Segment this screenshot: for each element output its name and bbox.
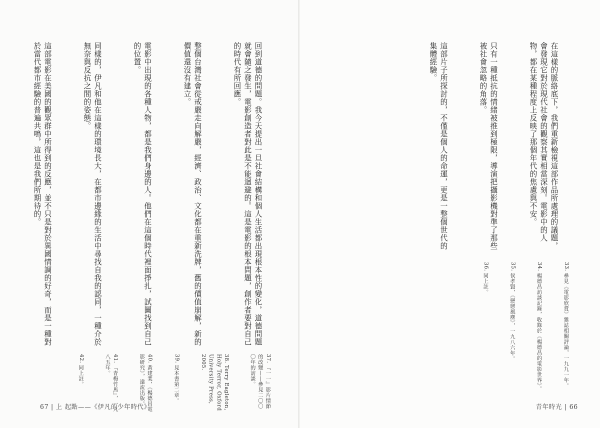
- left-paragraph-1: 回到道德的問題。我今天提出一旦社會結構和個人生活都出現根本性的變化，道德問題就會隨之發生，電影創造者對此是不能迴避的。這是電影的根本問題，創作者要對自己的時代有所回應。: [233, 42, 263, 346]
- right-paragraph-1: 在這樣的脈絡底下，我們重新檢視這部作品所處理的議題，會發現它對於現代社會的觀察其實相當深刻。電影中的人物，都在某種程度上反映了那個年代的焦慮與不安。: [529, 42, 559, 250]
- footnote: 36. 同上註。: [482, 262, 489, 296]
- right-paragraph-3: 這部片子所探討的，不僅是個人的命運，更是一整個世代的集體經驗。: [429, 42, 449, 250]
- footnote: 42. 同上註。: [77, 354, 84, 388]
- footnote: 41. 『青梅竹馬』，一九八五年。: [104, 354, 119, 412]
- left-page-body: [33, 42, 284, 350]
- footnote: 35. 侯孝賢，《戀戀風塵》，一九八六年。: [509, 262, 516, 362]
- footnote: 40. 黃建業，《楊德昌電影研究》，遠流出版。: [138, 354, 153, 412]
- left-paragraph-5: 這部電影在美國的觀眾群中所得到的反應，並不只是對於異國情調的好奇，而是一種對於當代都市經驗的普遍共鳴，這也是我們所期待的。: [33, 42, 53, 346]
- footnote: 39. 見本書第二章。: [173, 354, 180, 404]
- right-page-body: [332, 42, 580, 252]
- footnote: 33. 參見《電影欣賞》雜誌相關評論，一九九一年。: [562, 262, 569, 389]
- left-paragraph-2: 整個台灣社會從戒嚴走向解嚴，經濟、政治、文化都在重新洗牌，舊的價值崩解，新的價值還沒有建立。: [183, 42, 203, 346]
- left-paragraph-4: 同樣的，伊凡和他在這樣的環境長大，在都市邊緣的生活中尋找自我的認同，一種介於無奈與反抗之間的姿態。: [83, 42, 103, 346]
- right-page-folio: 青年時光 | 66: [535, 404, 578, 411]
- footnote: 38. Terry Eagleton, Holy Terror, Oxford University Press, 2005.: [200, 354, 229, 413]
- footnote: 37. 『一一』影片情節的改變——參見二〇〇〇年的訪談。: [249, 354, 271, 410]
- left-page-folio: 67 | 上 起點——《伊凡的少年時代》: [40, 404, 151, 411]
- right-paragraph-2: 只有一種抵抗的情緒被推到極限，導演把攝影機對準了那些被社會忽略的角落。: [479, 42, 499, 250]
- right-page: [300, 0, 600, 428]
- left-paragraph-3: 電影中出現的各種人物，都是我們身邊的人。他們在這個時代裡面掙扎，試圖找到自己的位置。: [133, 42, 153, 346]
- right-footnotes: [316, 262, 584, 392]
- footnote: 34. 楊德昌訪談記錄，收錄於《楊德昌的電影世界》。: [536, 262, 543, 392]
